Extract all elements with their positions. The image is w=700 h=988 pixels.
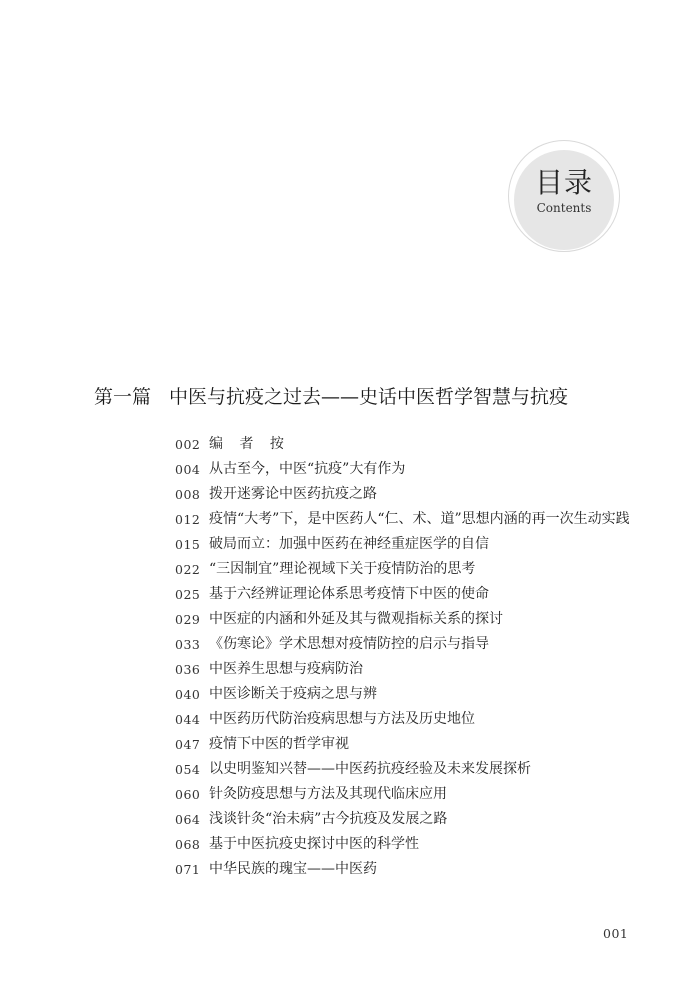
toc-entry-title: 以史明鉴知兴替——中医药抗疫经验及未来发展探析 [209,761,531,777]
toc-entry[interactable] [175,807,645,832]
toc-entry[interactable] [175,482,645,507]
toc-entry[interactable] [175,457,645,482]
toc-entry-title: 基于六经辨证理论体系思考疫情下中医的使命 [209,586,489,602]
contents-subtitle: Contents [536,201,592,215]
toc-entry-title: 编 者 按 [209,436,290,452]
toc-page-number: 040 [175,687,201,702]
toc-entry[interactable] [175,682,645,707]
toc-page-number: 012 [175,512,201,527]
page-number: 001 [603,926,629,941]
toc-page-number: 008 [175,487,201,502]
part-title: 中医与抗疫之过去——史话中医哲学智慧与抗疫 [169,386,569,408]
toc-page-number: 064 [175,812,201,827]
toc-page-number: 022 [175,562,201,577]
toc-entry[interactable] [175,582,645,607]
toc-entry[interactable] [175,707,645,732]
toc-entry[interactable] [175,657,645,682]
toc-entry-title: 破局而立：加强中医药在神经重症医学的自信 [209,536,489,552]
toc-entry[interactable] [175,732,645,757]
toc-entry-title: 从古至今，中医“抗疫”大有作为 [209,461,406,477]
toc-entry-title: 中医养生思想与疫病防治 [209,661,363,677]
toc-entry[interactable] [175,757,645,782]
toc-entry-title: “三因制宜”理论视域下关于疫情防治的思考 [209,561,476,577]
part-label: 第一篇 [94,386,152,408]
toc-page-number: 054 [175,762,201,777]
toc-entry[interactable] [175,607,645,632]
toc-page-number: 060 [175,787,201,802]
toc-page-number: 002 [175,437,201,452]
toc-entry[interactable] [175,832,645,857]
toc-entry[interactable] [175,782,645,807]
toc-entry-title: 拨开迷雾论中医药抗疫之路 [209,486,377,502]
toc-page-number: 004 [175,462,201,477]
toc-entry-title: 中华民族的瑰宝——中医药 [209,861,377,877]
part-heading [94,385,568,409]
toc-page-number: 033 [175,637,201,652]
toc-list [175,432,645,882]
toc-entry-title: 中医药历代防治疫病思想与方法及历史地位 [209,711,475,727]
toc-entry[interactable] [175,432,645,457]
toc-entry[interactable] [175,507,645,532]
toc-page-number: 047 [175,737,201,752]
toc-entry-title: 《伤寒论》学术思想对疫情防控的启示与指导 [209,636,489,652]
contents-badge [514,150,614,250]
toc-page-number: 071 [175,862,201,877]
toc-entry-title: 中医症的内涵和外延及其与微观指标关系的探讨 [209,611,503,627]
contents-title: 目录 [534,166,593,199]
toc-page-number: 025 [175,587,201,602]
toc-entry-title: 疫情下中医的哲学审视 [209,736,349,752]
toc-entry-title: 中医诊断关于疫病之思与辨 [209,686,377,702]
toc-page-number: 068 [175,837,201,852]
toc-page-number: 015 [175,537,201,552]
toc-entry[interactable] [175,532,645,557]
toc-entry[interactable] [175,632,645,657]
toc-entry-title: 基于中医抗疫史探讨中医的科学性 [209,836,419,852]
toc-entry-title: 针灸防疫思想与方法及其现代临床应用 [209,786,447,802]
toc-page-number: 029 [175,612,201,627]
toc-entry[interactable] [175,557,645,582]
toc-entry-title: 疫情“大考”下，是中医药人“仁、术、道”思想内涵的再一次生动实践 [209,511,630,527]
toc-page-number: 036 [175,662,201,677]
toc-entry[interactable] [175,857,645,882]
toc-entry-title: 浅谈针灸“治未病”古今抗疫及发展之路 [209,811,448,827]
toc-page-number: 044 [175,712,201,727]
